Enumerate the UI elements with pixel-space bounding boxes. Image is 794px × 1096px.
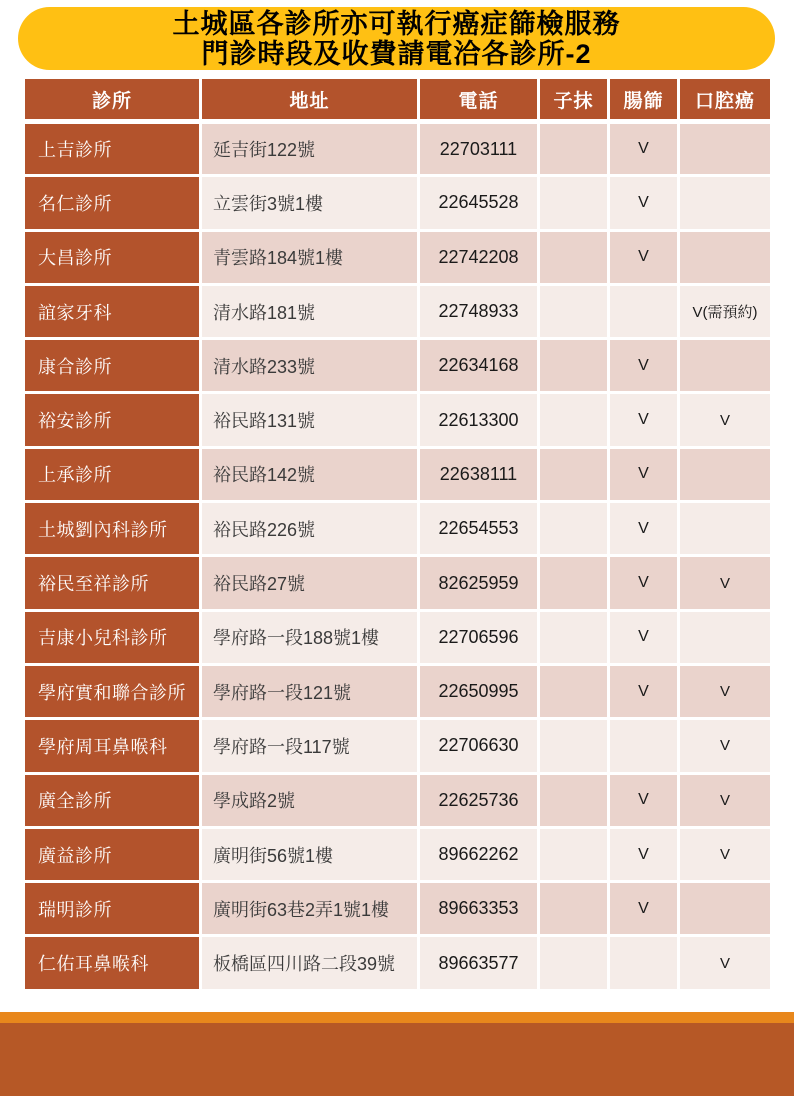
address-cell: 延吉街122號 [201, 122, 419, 176]
phone-cell: 22703111 [419, 122, 539, 176]
phone-cell: 22748933 [419, 284, 539, 338]
phone-cell: 22706596 [419, 610, 539, 664]
clinic-cell: 裕安診所 [24, 393, 201, 447]
clinic-cell: 上吉診所 [24, 122, 201, 176]
phone-cell: 22650995 [419, 664, 539, 718]
colorectal-cell [609, 284, 679, 338]
clinic-cell: 仁佑耳鼻喉科 [24, 936, 201, 990]
colorectal-cell: V [609, 122, 679, 176]
colorectal-cell: V [609, 393, 679, 447]
table-row [24, 122, 772, 176]
pap-smear-cell [539, 393, 609, 447]
phone-cell: 89663353 [419, 882, 539, 936]
oral-cancer-cell: V [679, 936, 772, 990]
address-cell: 學府路一段121號 [201, 664, 419, 718]
address-cell: 板橋區四川路二段39號 [201, 936, 419, 990]
table-row [24, 339, 772, 393]
table-row [24, 284, 772, 338]
colorectal-cell: V [609, 230, 679, 284]
oral-cancer-cell: V [679, 773, 772, 827]
oral-cancer-cell [679, 610, 772, 664]
title-line-2: 門診時段及收費請電洽各診所-2 [201, 38, 592, 69]
phone-cell: 22742208 [419, 230, 539, 284]
oral-cancer-cell: V(需預約) [679, 284, 772, 338]
table-row [24, 936, 772, 990]
pap-smear-cell [539, 122, 609, 176]
address-cell: 清水路233號 [201, 339, 419, 393]
pap-smear-cell [539, 719, 609, 773]
oral-cancer-cell [679, 176, 772, 230]
oral-cancer-cell [679, 230, 772, 284]
address-cell: 清水路181號 [201, 284, 419, 338]
pap-smear-cell [539, 339, 609, 393]
address-cell: 學府路一段117號 [201, 719, 419, 773]
pap-smear-cell [539, 936, 609, 990]
table-row [24, 773, 772, 827]
phone-cell: 22645528 [419, 176, 539, 230]
colorectal-cell: V [609, 556, 679, 610]
clinic-cell: 土城劉內科診所 [24, 502, 201, 556]
phone-cell: 22613300 [419, 393, 539, 447]
clinic-cell: 誼家牙科 [24, 284, 201, 338]
col-header-colorectal-screen: 腸篩 [609, 78, 679, 122]
oral-cancer-cell: V [679, 556, 772, 610]
table-row [24, 393, 772, 447]
footer-orange-stripe [0, 1012, 794, 1023]
oral-cancer-cell: V [679, 664, 772, 718]
clinic-cell: 學府周耳鼻喉科 [24, 719, 201, 773]
colorectal-cell: V [609, 773, 679, 827]
phone-cell: 22638111 [419, 447, 539, 501]
phone-cell: 22654553 [419, 502, 539, 556]
table-header [24, 78, 772, 122]
table-row [24, 556, 772, 610]
clinic-cell: 廣全診所 [24, 773, 201, 827]
pap-smear-cell [539, 610, 609, 664]
colorectal-cell [609, 719, 679, 773]
table-row [24, 176, 772, 230]
phone-cell: 22625736 [419, 773, 539, 827]
phone-cell: 22634168 [419, 339, 539, 393]
clinic-cell: 廣益診所 [24, 827, 201, 881]
pap-smear-cell [539, 827, 609, 881]
table-row [24, 610, 772, 664]
phone-cell: 22706630 [419, 719, 539, 773]
clinic-cell: 瑞明診所 [24, 882, 201, 936]
pap-smear-cell [539, 773, 609, 827]
address-cell: 廣明街63巷2弄1號1樓 [201, 882, 419, 936]
table-row [24, 447, 772, 501]
colorectal-cell: V [609, 882, 679, 936]
col-header-address: 地址 [201, 78, 419, 122]
clinic-cell: 大昌診所 [24, 230, 201, 284]
pap-smear-cell [539, 230, 609, 284]
oral-cancer-cell: V [679, 393, 772, 447]
pap-smear-cell [539, 882, 609, 936]
colorectal-cell: V [609, 827, 679, 881]
address-cell: 裕民路226號 [201, 502, 419, 556]
address-cell: 裕民路27號 [201, 556, 419, 610]
table-row [24, 502, 772, 556]
colorectal-cell: V [609, 176, 679, 230]
pap-smear-cell [539, 284, 609, 338]
oral-cancer-cell [679, 447, 772, 501]
oral-cancer-cell [679, 502, 772, 556]
col-header-phone: 電話 [419, 78, 539, 122]
footer-brown-band [0, 1023, 794, 1096]
phone-cell: 82625959 [419, 556, 539, 610]
clinic-cell: 裕民至祥診所 [24, 556, 201, 610]
address-cell: 青雲路184號1樓 [201, 230, 419, 284]
table-row [24, 719, 772, 773]
address-cell: 裕民路142號 [201, 447, 419, 501]
col-header-oral-cancer: 口腔癌 [679, 78, 772, 122]
colorectal-cell: V [609, 447, 679, 501]
col-header-pap-smear: 子抹 [539, 78, 609, 122]
oral-cancer-cell [679, 339, 772, 393]
col-header-clinic: 診所 [24, 78, 201, 122]
colorectal-cell: V [609, 664, 679, 718]
table-row [24, 664, 772, 718]
header-row [24, 78, 772, 122]
oral-cancer-cell: V [679, 827, 772, 881]
table-row [24, 230, 772, 284]
clinic-cell: 名仁診所 [24, 176, 201, 230]
address-cell: 廣明街56號1樓 [201, 827, 419, 881]
address-cell: 學成路2號 [201, 773, 419, 827]
address-cell: 立雲街3號1樓 [201, 176, 419, 230]
colorectal-cell: V [609, 502, 679, 556]
title-line-1: 土城區各診所亦可執行癌症篩檢服務 [172, 8, 621, 39]
colorectal-cell: V [609, 339, 679, 393]
oral-cancer-cell: V [679, 719, 772, 773]
pap-smear-cell [539, 502, 609, 556]
address-cell: 裕民路131號 [201, 393, 419, 447]
pap-smear-cell [539, 176, 609, 230]
phone-cell: 89662262 [419, 827, 539, 881]
title-banner [18, 7, 775, 70]
colorectal-cell: V [609, 610, 679, 664]
oral-cancer-cell [679, 122, 772, 176]
table-body [24, 122, 772, 991]
table-row [24, 827, 772, 881]
table-row [24, 882, 772, 936]
clinic-cell: 學府實和聯合診所 [24, 664, 201, 718]
oral-cancer-cell [679, 882, 772, 936]
screening-table [22, 76, 773, 992]
phone-cell: 89663577 [419, 936, 539, 990]
clinic-cell: 吉康小兒科診所 [24, 610, 201, 664]
address-cell: 學府路一段188號1樓 [201, 610, 419, 664]
pap-smear-cell [539, 447, 609, 501]
clinic-cell: 康合診所 [24, 339, 201, 393]
colorectal-cell [609, 936, 679, 990]
pap-smear-cell [539, 664, 609, 718]
clinic-cell: 上承診所 [24, 447, 201, 501]
pap-smear-cell [539, 556, 609, 610]
